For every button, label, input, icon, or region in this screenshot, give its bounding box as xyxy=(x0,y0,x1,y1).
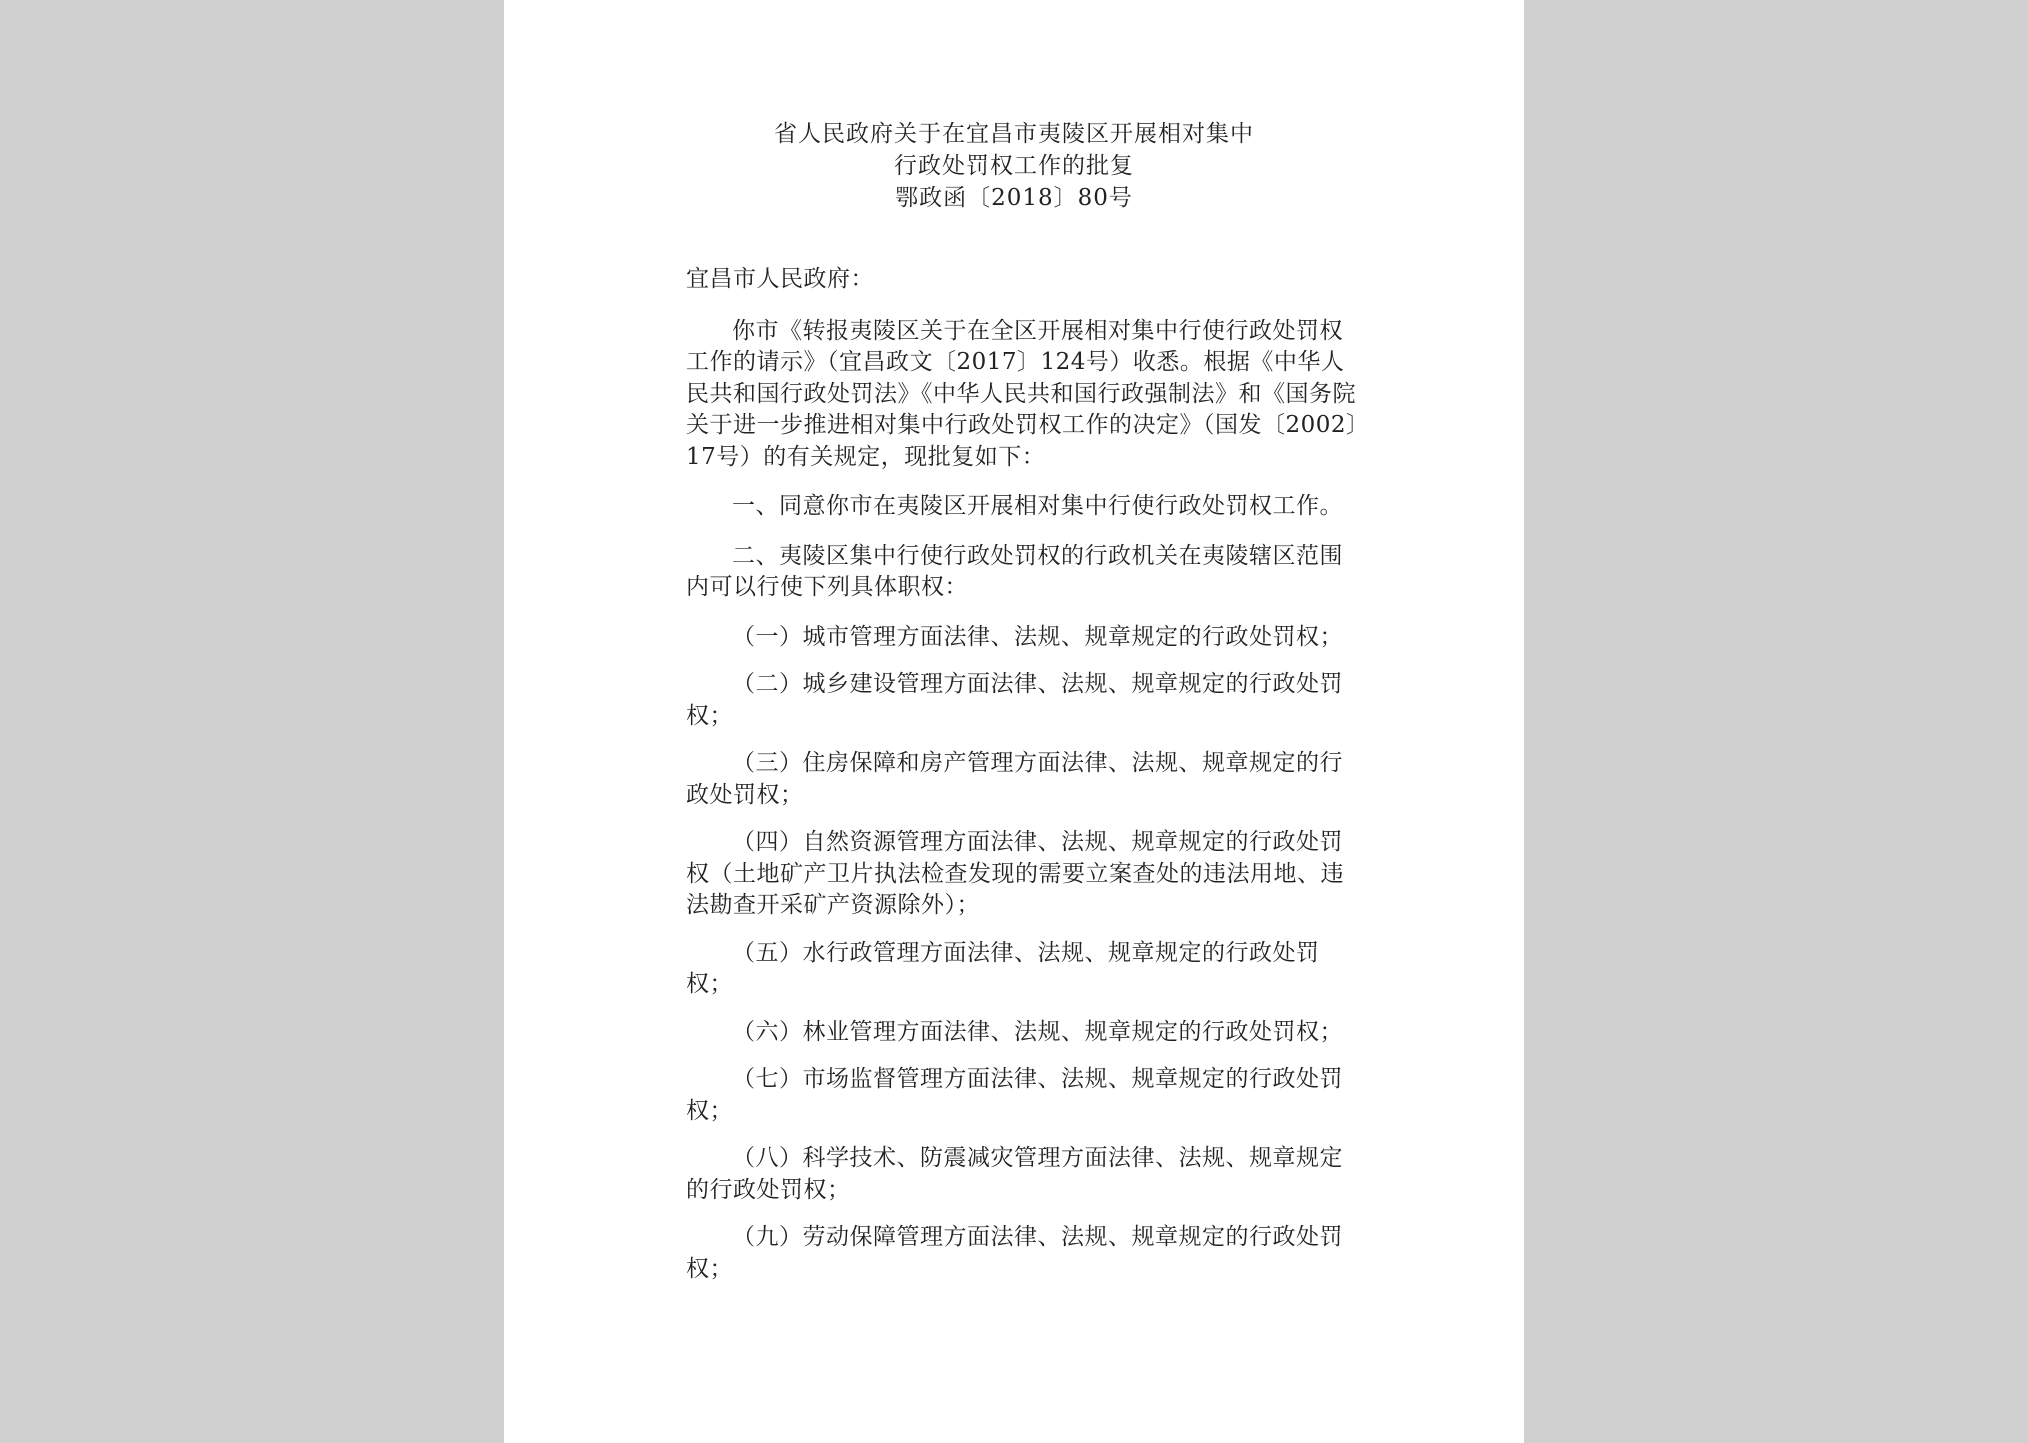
power-item-9: （九）劳动保障管理方面法律、法规、规章规定的行政处罚权； xyxy=(686,1224,1343,1282)
power-item-7: （七）市场监督管理方面法律、法规、规章规定的行政处罚权； xyxy=(686,1066,1343,1124)
paragraph-item-1: 一、同意你市在夷陵区开展相对集中行使行政处罚权工作。 xyxy=(732,493,1343,519)
document-number: 鄂政函〔2018〕80号 xyxy=(895,185,1133,211)
power-item-5: （五）水行政管理方面法律、法规、规章规定的行政处罚权； xyxy=(686,939,1320,997)
document-title xyxy=(504,118,1524,214)
paragraph-intro: 你市《转报夷陵区关于在全区开展相对集中行使行政处罚权工作的请示》（宜昌政文〔2017〕124号）收悉。根据《中华人民共和国行政处罚法》《中华人民共和国行政强制法》和《国务院关于进一步推进相对集中行政处罚权工作的决定》（国发〔2002〕17号）的有关规定，现批复如下： xyxy=(686,317,1359,470)
title-line-2: 行政处罚权工作的批复 xyxy=(894,153,1134,179)
title-line-1: 省人民政府关于在宜昌市夷陵区开展相对集中 xyxy=(774,121,1254,147)
power-item-1: （一）城市管理方面法律、法规、规章规定的行政处罚权； xyxy=(732,623,1343,650)
document-body xyxy=(686,264,1366,1301)
power-item-4: （四）自然资源管理方面法律、法规、规章规定的行政处罚权（土地矿产卫片执法检查发现的需要立案查处的违法用地、违法勘查开采矿产资源除外）； xyxy=(686,829,1344,918)
power-item-8: （八）科学技术、防震减灾管理方面法律、法规、规章规定的行政处罚权； xyxy=(686,1145,1343,1203)
power-item-2: （二）城乡建设管理方面法律、法规、规章规定的行政处罚权； xyxy=(686,671,1343,729)
document-page xyxy=(504,0,1524,1443)
power-item-6: （六）林业管理方面法律、法规、规章规定的行政处罚权； xyxy=(732,1018,1343,1045)
power-item-3: （三）住房保障和房产管理方面法律、法规、规章规定的行政处罚权； xyxy=(686,750,1343,808)
paragraph-item-2: 二、夷陵区集中行使行政处罚权的行政机关在夷陵辖区范围内可以行使下列具体职权： xyxy=(686,542,1343,600)
addressee: 宜昌市人民政府： xyxy=(686,266,874,292)
